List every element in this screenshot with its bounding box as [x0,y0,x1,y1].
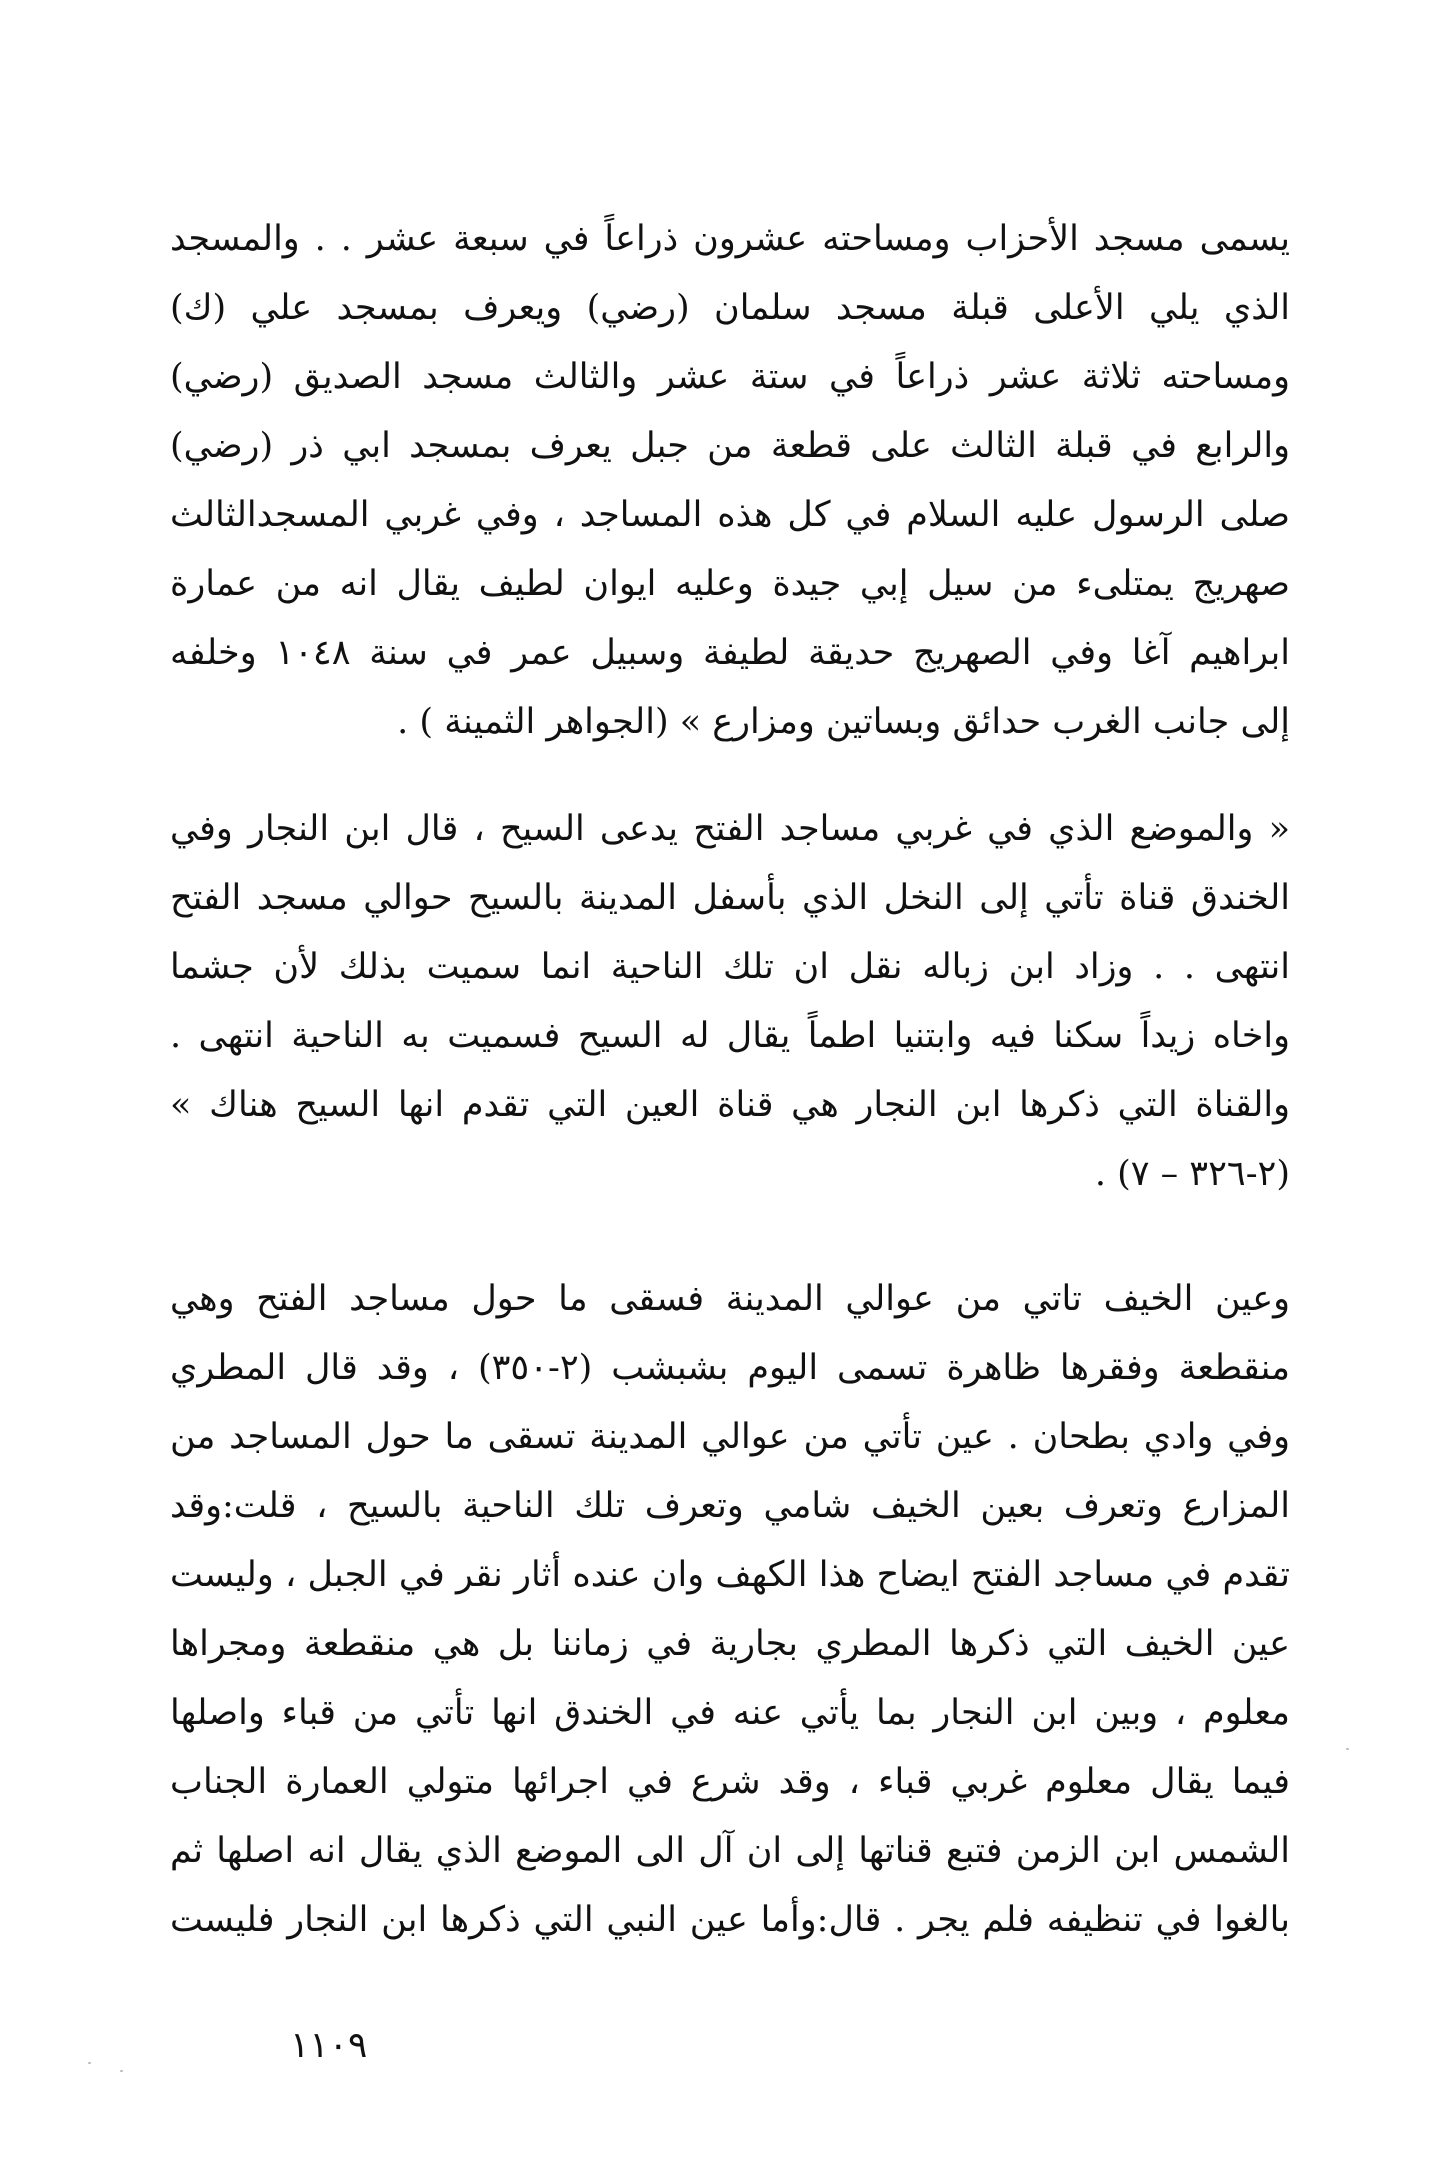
text-line: وفي وادي بطحان . عين تأتي من عوالي المدينة تسقى ما حول المساجد من [170,1417,1290,1457]
text-line: فيما يقال معلوم غربي قباء ، وقد شرع في اجرائها متولي العمارة الجناب [170,1762,1290,1802]
text-line: عين الخيف التي ذكرها المطري بجارية في زماننا بل هي منقطعة ومجراها [170,1624,1290,1664]
page-number: ١١٠٩ [290,2025,368,2066]
paragraph-1 [170,205,1290,757]
paragraph-3 [170,1265,1290,1955]
text-line: انتهى . . وزاد ابن زباله نقل ان تلك الناحية انما سميت بذلك لأن جشما [170,947,1290,987]
text-line: « والموضع الذي في غربي مساجد الفتح يدعى السيح ، قال ابن النجار وفي [170,809,1290,849]
text-line: ومساحته ثلاثة عشر ذراعاً في ستة عشر والثالث مسجد الصديق (رضي) [170,357,1290,397]
text-line: يسمى مسجد الأحزاب ومساحته عشرون ذراعاً في سبعة عشر . . والمسجد [170,219,1290,259]
text-line: والرابع في قبلة الثالث على قطعة من جبل يعرف بمسجد ابي ذر (رضي) [170,426,1290,466]
text-line: بالغوا في تنظيفه فلم يجر . قال:وأما عين النبي التي ذكرها ابن النجار فليست [170,1900,1290,1940]
text-line: المزارع وتعرف بعين الخيف شامي وتعرف تلك الناحية بالسيح ، قلت:وقد [170,1486,1290,1526]
text-line: (٢-٣٢٦ – ٧) . [1094,1154,1290,1194]
text-line: الخندق قناة تأتي إلى النخل الذي بأسفل المدينة بالسيح حوالي مسجد الفتح [170,878,1290,918]
text-line: واخاه زيداً سكنا فيه وابتنيا اطماً يقال له السيح فسميت به الناحية انتهى . [170,1016,1290,1056]
text-line: ابراهيم آغا وفي الصهريج حديقة لطيفة وسبيل عمر في سنة ١٠٤٨ وخلفه [170,633,1290,673]
scan-speck [88,2062,91,2064]
text-line: منقطعة وفقرها ظاهرة تسمى اليوم بشبشب (٢-٣٥٠) ، وقد قال المطري [170,1348,1290,1388]
text-line: صلى الرسول عليه السلام في كل هذه المساجد ، وفي غربي المسجدالثالث [170,495,1290,535]
paragraph-2 [170,795,1290,1209]
text-line: معلوم ، وبين ابن النجار بما يأتي عنه في الخندق انها تأتي من قباء واصلها [170,1693,1290,1733]
scan-speck [1346,1748,1349,1750]
text-line: صهريج يمتلىء من سيل إبي جيدة وعليه ايوان لطيف يقال انه من عمارة [170,564,1290,604]
text-line: وعين الخيف تاتي من عوالي المدينة فسقى ما حول مساجد الفتح وهي [170,1279,1290,1319]
text-line: الشمس ابن الزمن فتبع قناتها إلى ان آل الى الموضع الذي يقال انه اصلها ثم [170,1831,1290,1871]
text-line: الذي يلي الأعلى قبلة مسجد سلمان (رضي) ويعرف بمسجد علي (ك) [170,288,1290,328]
text-line: تقدم في مساجد الفتح ايضاح هذا الكهف وان عنده أثار نقر في الجبل ، وليست [170,1555,1290,1595]
text-line: إلى جانب الغرب حدائق وبساتين ومزارع » (الجواهر الثمينة ) . [397,702,1290,742]
scan-speck [120,2070,123,2072]
text-line: والقناة التي ذكرها ابن النجار هي قناة العين التي تقدم انها السيح هناك » [170,1085,1290,1125]
